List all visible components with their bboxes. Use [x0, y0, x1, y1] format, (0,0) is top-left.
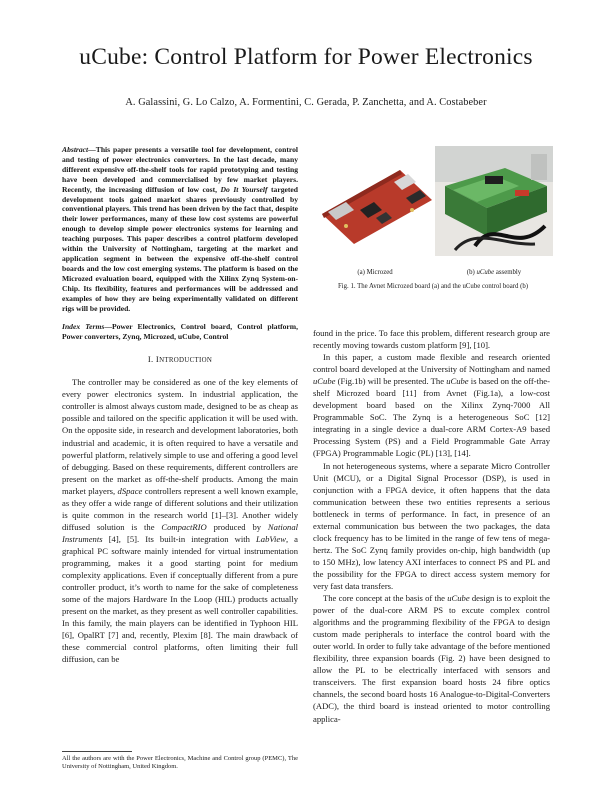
text-run: The core concept at the basis of the — [323, 593, 448, 604]
intro-paragraph-1 — [62, 376, 298, 665]
abstract-label: Abstract — [62, 145, 89, 154]
text-run: is based on the off-the-shelf Microzed board [11] from Avnet (Fig.1a), a low-cost development board based on the Xilinx Zynq-7000 All Programmable SoC. The Zynq is a heterogeneous SoC [12] integrating in a single device a dual-core ARM Cortex-A9 based Processing System (PS) and a Field Programmable Gate Array (FPGA) Programmable Logic (PL) [13], [14]. — [313, 376, 550, 459]
caption-italic: uCube — [476, 269, 495, 276]
paper-authors: A. Galassini, G. Lo Calzo, A. Formentini, C. Gerada, P. Zanchetta, and A. Costabeber — [125, 97, 487, 108]
index-terms — [62, 322, 298, 342]
abstract-italic: Do It Yourself — [220, 184, 268, 194]
figure-1a-caption: (a) Microzed — [357, 269, 393, 276]
abstract-text-2: targeted development tools gained market shares previously controlled by conventional players. This trend has been driven by the fact that, despite their lower performances, many of these low cost systems are powerful enough to develop simple power electronics systems for learning and teaching purposes. This paper describes a control platform developed within the University of Nottingham, targeting at the market and application segment in between the expensive off-the-shelf control boards and the low cost emerging systems. The platform is based on the Microzed evaluation board, equipped with the Xilinx Zynq System-on-Chip. Its flexibility, features and performances will be addressed and examples of how they are being experimentally validated on different rigs will be provided. — [62, 184, 298, 313]
index-terms-text: —Power Electronics, Control board, Control platform, Power converters, Zynq, Microzed, uCube, Control — [62, 322, 299, 342]
text-run: produced by — [206, 521, 268, 532]
section-number: I. I — [147, 354, 160, 365]
italic-run: CompactRIO — [161, 521, 207, 532]
text-run: design is to exploit the power of the dual-core ARM PS to excute complex control algorithms and the programming flexibility of the FPGA to design custom made peripherals to interface the control board with the outer world. In order to fully take advantage of the before mentioned flexibility, three expansion boards (Fig. 2) have been designed to allow the PL to be electrically interfaced with sensors and transceivers. The first expansion board hosts 24 fibre optics channels, the second board hosts 16 Analogue-to-Digital-Converters (ADC), the third board is instead oriented to motor controlling applica- — [313, 593, 550, 724]
right-paragraph-0: found in the price. To face this problem, different research group are recently moving towards custom platform [9], [10]. — [313, 328, 550, 351]
abstract-text: —This paper presents a versatile tool for development, control and testing of power electronics converters. In the last decade, many different expensive off-the-shelf tools for rapid prototyping and testing have been developed and commercialised by few market players. Recently, the increasing diffusion of low cost, — [62, 145, 298, 194]
text-run: In this paper, a custom made flexible and research oriented control board developed at the University of Nottingham and named — [313, 352, 550, 375]
right-paragraph-3 — [313, 592, 550, 725]
ucube-assembly-image — [435, 146, 553, 256]
italic-run: uCube — [446, 376, 469, 387]
italic-run: National Instruments — [62, 521, 299, 544]
index-terms-label: Index Terms — [62, 322, 105, 332]
section-heading-introduction — [62, 353, 298, 367]
caption-run: assembly — [494, 269, 522, 276]
text-run: , a graphical PC software mainly intended for virtual instrumentation programming, makes it a good starting point for medium complexity applications. Even if conceptually different from a pure controller product, it’s worth to name for the sake of completeness some of the majors Hardware In the Loop (HIL) products actually present on the market, as they present as well controller capabilities. In this family, the main players can be identified in Typhoon HIL [6], OpalRT [7] and, recently, Plexim [8]. The main drawback of these commercial control platforms, often limiting their full diffusion, can be — [62, 533, 298, 665]
right-paragraph-2: In not heterogeneous systems, where a separate Micro Controller Unit (MCU), or a Digital Signal Processor (DSP), is used in conjunction with a FPGA device, it often happens that the data communication between these two entities represents a serious bottleneck in terms of performance. In fact, in presence of an external communication bus between the two packages, the data clock frequency has to be limited in the range of few tens of mega-hertz. The SoC Zynq family provides on-chip, high bandwidth (up to 150 MHz), low latency AXI interfaces to connect PS and PL and the possibility for the FPGA to direct access system memory for very fast data transfers. — [313, 460, 550, 591]
italic-run: uCube — [313, 376, 336, 387]
figure-1-caption: Fig. 1. The Avnet Microzed board (a) and the uCube control board (b) — [337, 283, 528, 290]
text-run: controllers represent a well known example, as they offer a wide range of different solutions and their utilization is quite common in the research world [1]–[3]. Another widely diffused solution is the — [62, 485, 298, 532]
italic-run: uCube — [447, 593, 470, 604]
footnote: All the authors are with the Power Electronics, Machine and Control group (PEMC), The University of Nottingham, United Kingdom. — [62, 755, 298, 771]
footnote-rule — [62, 751, 132, 752]
left-column — [62, 145, 298, 665]
text-run: [4], [5]. Its built-in integration with — [102, 533, 257, 544]
microzed-board-image — [316, 152, 436, 248]
abstract — [62, 145, 298, 313]
paper-title: uCube: Control Platform for Power Electronics — [79, 44, 533, 70]
caption-run: (b) — [466, 269, 477, 276]
italic-run: dSpace — [117, 485, 143, 496]
section-title-rest: NTRODUCTION — [159, 357, 213, 365]
figure-1b-caption — [435, 269, 553, 276]
right-column — [313, 327, 550, 725]
right-paragraph-1 — [313, 351, 550, 459]
text-run: (Fig.1b) will be presented. The — [335, 376, 447, 387]
italic-run: LabView — [256, 533, 286, 544]
text-run: The controller may be considered as one of the key elements of every power electronics system. In industrial application, the controller is almost always custom made, designed to be as cheap as possible and tailored on the specific application it will be used with. On the opposite side, in research and development laboratories, both industrial and academic, it is often required to have a versatile and powerful platform, relatively simple to use and offering a good level of debugging. Based on these requirements, different controllers are present on the market as off-the-shelf products. Among the main market players, — [62, 377, 298, 496]
